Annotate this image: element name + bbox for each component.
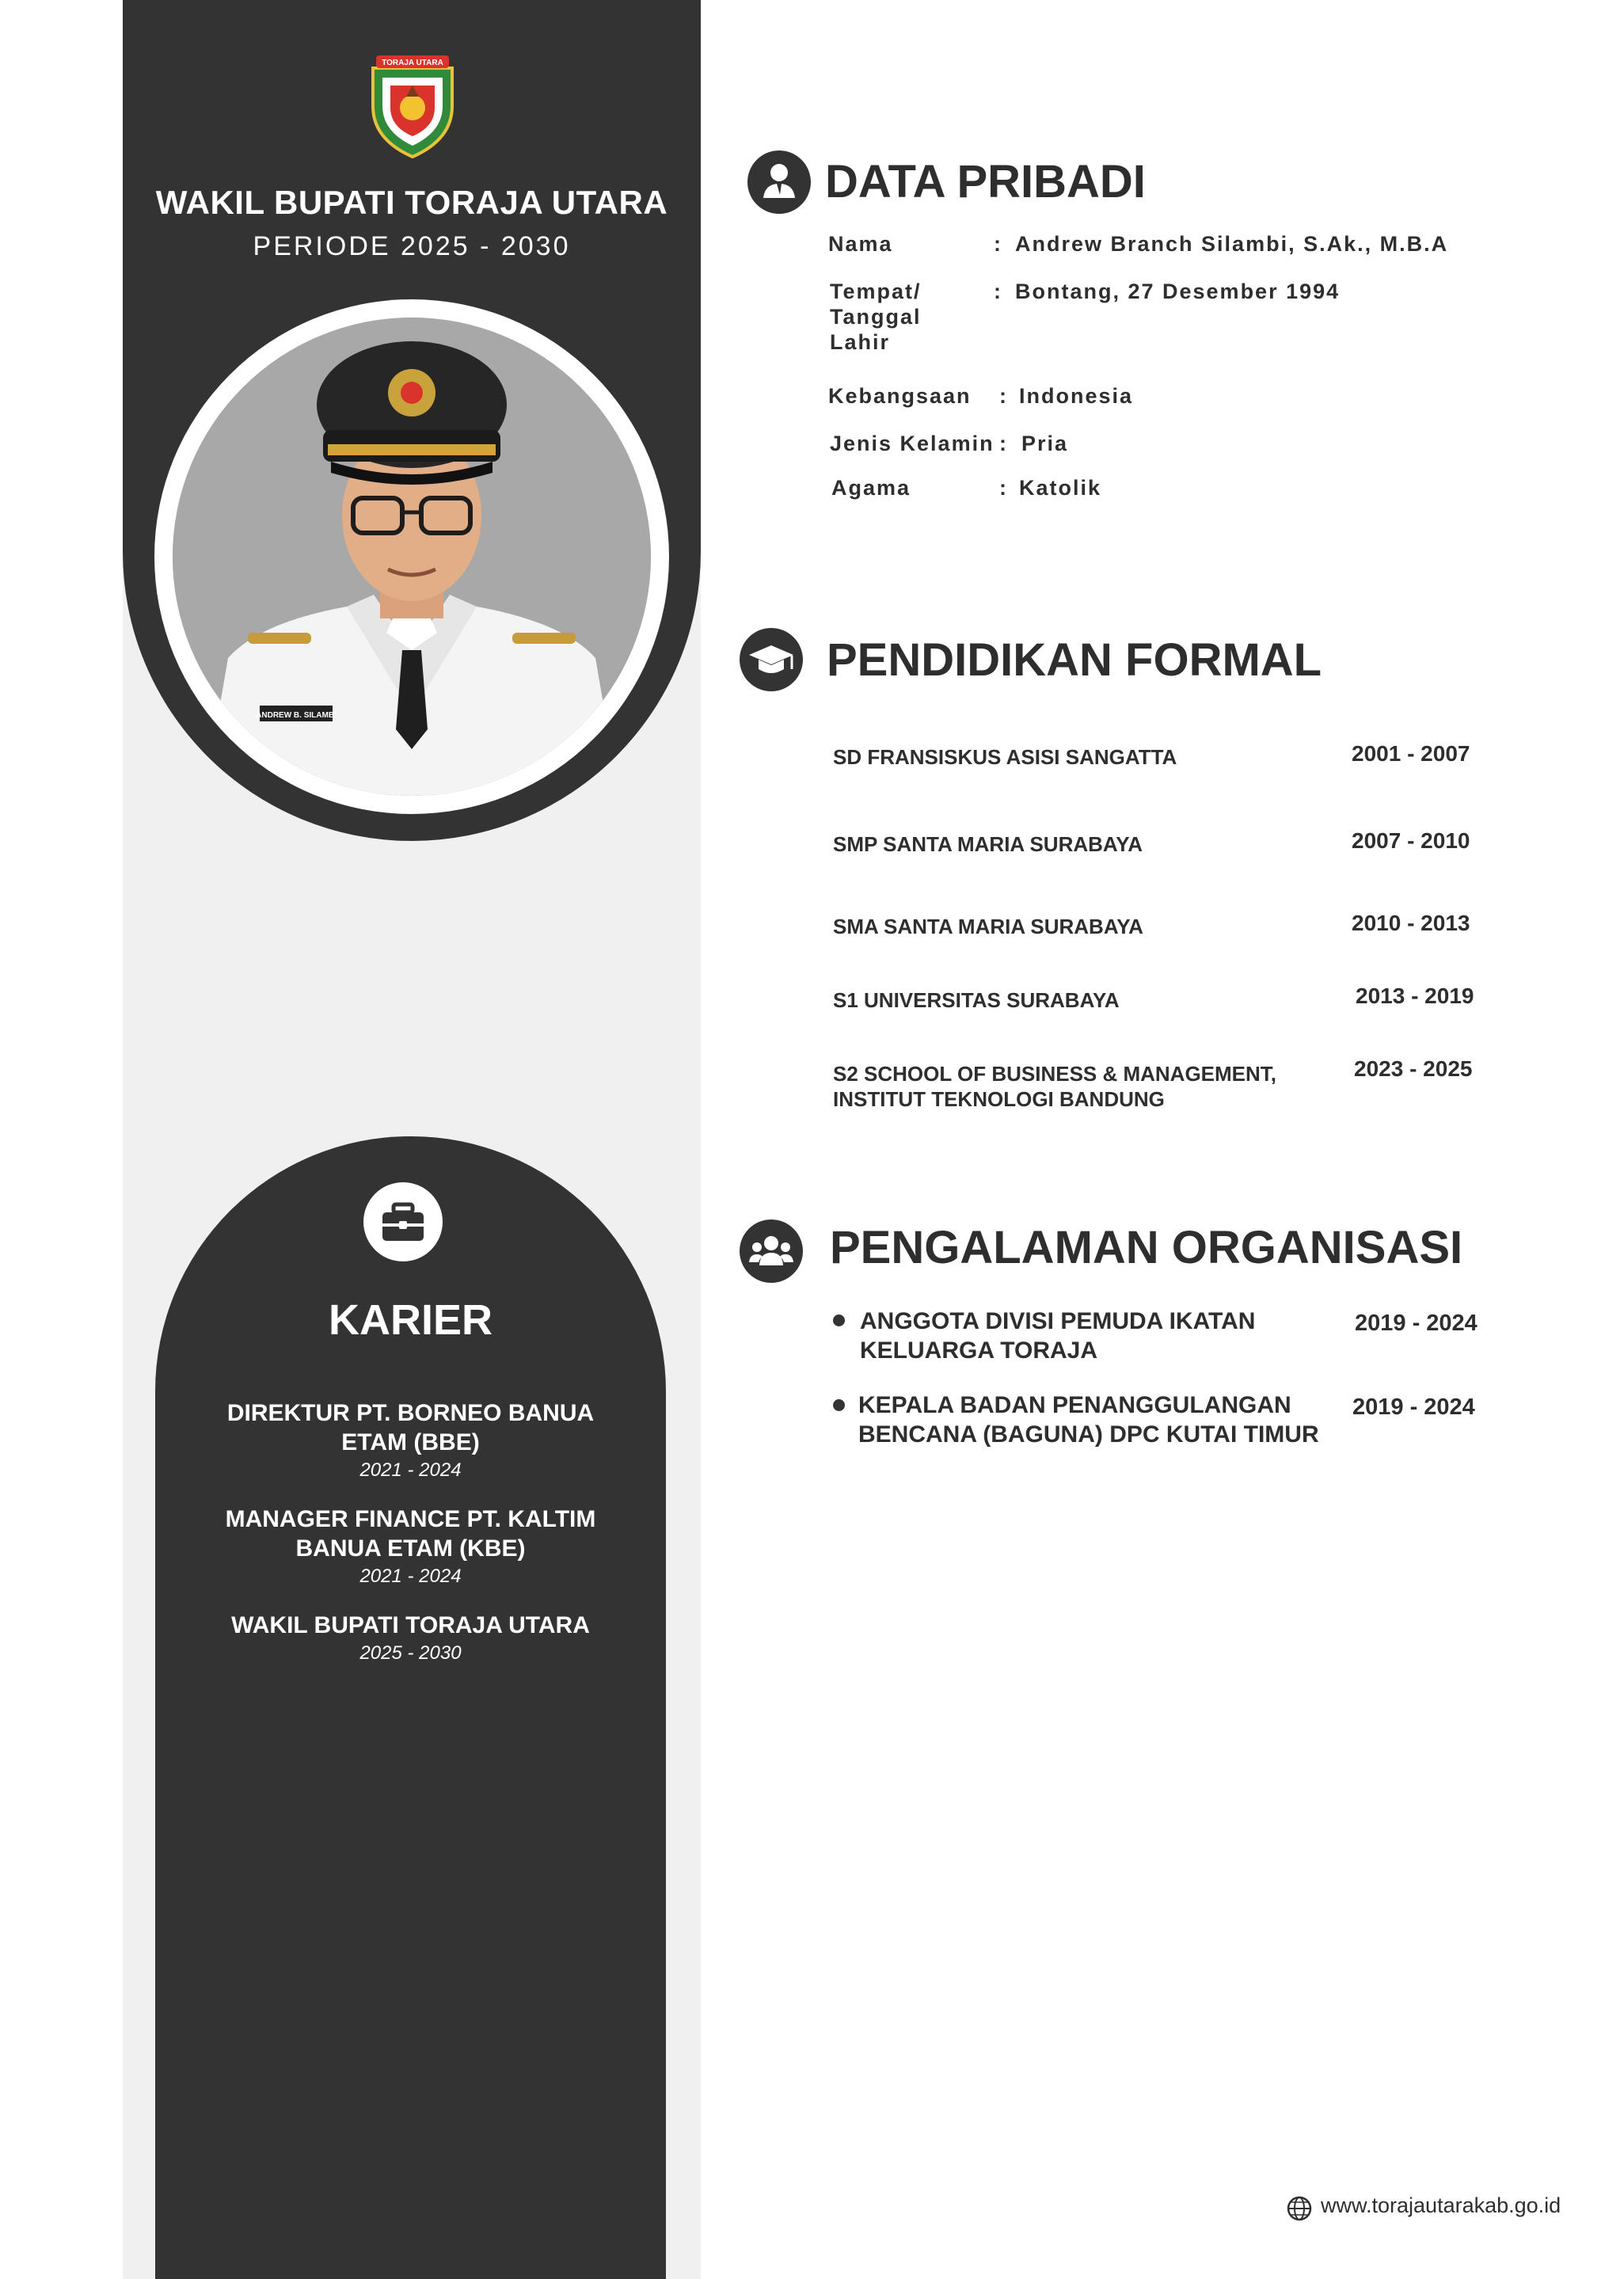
career-years: 2025 - 2030 <box>359 1642 462 1664</box>
career-item <box>198 1611 623 1667</box>
education-years: 2007 - 2010 <box>1352 828 1470 853</box>
organization-role: ANGGOTA DIVISI PEMUDA IKATAN <box>860 1308 1256 1334</box>
career-icon-badge <box>363 1182 443 1261</box>
education-school: SD FRANSISKUS ASISI SANGATTA <box>833 745 1177 769</box>
education-years: 2023 - 2025 <box>1354 1056 1473 1081</box>
field-value-name: Andrew Branch Silambi, S.Ak., M.B.A <box>1015 232 1449 256</box>
field-colon: : <box>999 384 1008 408</box>
education-years: 2013 - 2019 <box>1356 984 1474 1008</box>
career-list <box>198 1398 623 1687</box>
crest-banner-text: TORAJA UTARA <box>382 59 443 67</box>
field-label-birth: Lahir <box>830 330 891 354</box>
globe-icon <box>1286 2195 1313 2222</box>
education-school: SMA SANTA MARIA SURABAYA <box>833 915 1143 938</box>
personal-section-icon <box>747 150 811 214</box>
organization-role: KEPALA BADAN PENANGGULANGAN <box>858 1392 1291 1418</box>
field-colon: : <box>994 280 1002 303</box>
education-school: S2 SCHOOL OF BUSINESS & MANAGEMENT, <box>833 1062 1277 1086</box>
career-years: 2021 - 2024 <box>359 1566 462 1587</box>
career-role: ETAM (BBE) <box>341 1429 480 1455</box>
career-years: 2021 - 2024 <box>359 1459 462 1481</box>
education-years: 2010 - 2013 <box>1352 911 1470 935</box>
graduation-cap-icon <box>740 628 803 691</box>
people-group-icon <box>740 1219 803 1283</box>
career-title: KARIER <box>328 1296 493 1344</box>
regency-crest-icon <box>367 51 458 158</box>
education-school: S1 UNIVERSITAS SURABAYA <box>833 988 1120 1012</box>
uniform-name-tag: ANDREW B. SILAMBI <box>256 711 337 720</box>
education-school: SMP SANTA MARIA SURABAYA <box>833 832 1143 856</box>
field-label-birth: Tempat/ <box>830 280 922 303</box>
organization-years: 2019 - 2024 <box>1355 1311 1478 1336</box>
field-colon: : <box>999 476 1008 500</box>
position-title: WAKIL BUPATI TORAJA UTARA <box>155 184 668 221</box>
organization-section-title: PENGALAMAN ORGANISASI <box>830 1222 1463 1273</box>
career-role: DIREKTUR PT. BORNEO BANUA <box>226 1400 595 1426</box>
list-bullet <box>833 1399 845 1411</box>
field-value-nationality: Indonesia <box>1019 384 1134 408</box>
career-role: MANAGER FINANCE PT. KALTIM <box>225 1506 596 1532</box>
organization-years: 2019 - 2024 <box>1352 1394 1475 1420</box>
career-item <box>198 1505 623 1590</box>
field-label-birth: Tanggal <box>830 305 922 329</box>
organization-section-icon <box>740 1219 803 1283</box>
profile-photo <box>173 318 651 796</box>
field-colon: : <box>999 432 1008 455</box>
education-school: INSTITUT TEKNOLOGI BANDUNG <box>833 1087 1165 1111</box>
education-years: 2001 - 2007 <box>1352 741 1470 766</box>
education-section-icon <box>740 628 803 691</box>
career-role: WAKIL BUPATI TORAJA UTARA <box>231 1612 590 1638</box>
period-subtitle: PERIODE 2025 - 2030 <box>253 231 571 261</box>
list-bullet <box>833 1315 845 1326</box>
organization-role: BENCANA (BAGUNA) DPC KUTAI TIMUR <box>858 1421 1319 1448</box>
personal-section-title: DATA PRIBADI <box>825 156 1146 207</box>
website-url[interactable]: www.torajautarakab.go.id <box>1321 2193 1561 2217</box>
organization-role: KELUARGA TORAJA <box>860 1337 1098 1364</box>
field-label-name: Nama <box>828 232 893 256</box>
field-label-religion: Agama <box>831 476 911 500</box>
briefcase-icon <box>363 1182 443 1261</box>
field-value-gender: Pria <box>1021 432 1069 455</box>
person-icon <box>747 150 811 214</box>
field-label-gender: Jenis Kelamin <box>830 432 995 455</box>
education-section-title: PENDIDIKAN FORMAL <box>827 634 1322 686</box>
field-value-birth: Bontang, 27 Desember 1994 <box>1015 280 1341 303</box>
field-colon: : <box>994 232 1002 256</box>
field-label-nationality: Kebangsaan <box>828 384 972 408</box>
career-role: BANUA ETAM (KBE) <box>295 1535 526 1562</box>
field-value-religion: Katolik <box>1019 476 1102 500</box>
career-item <box>198 1398 623 1484</box>
